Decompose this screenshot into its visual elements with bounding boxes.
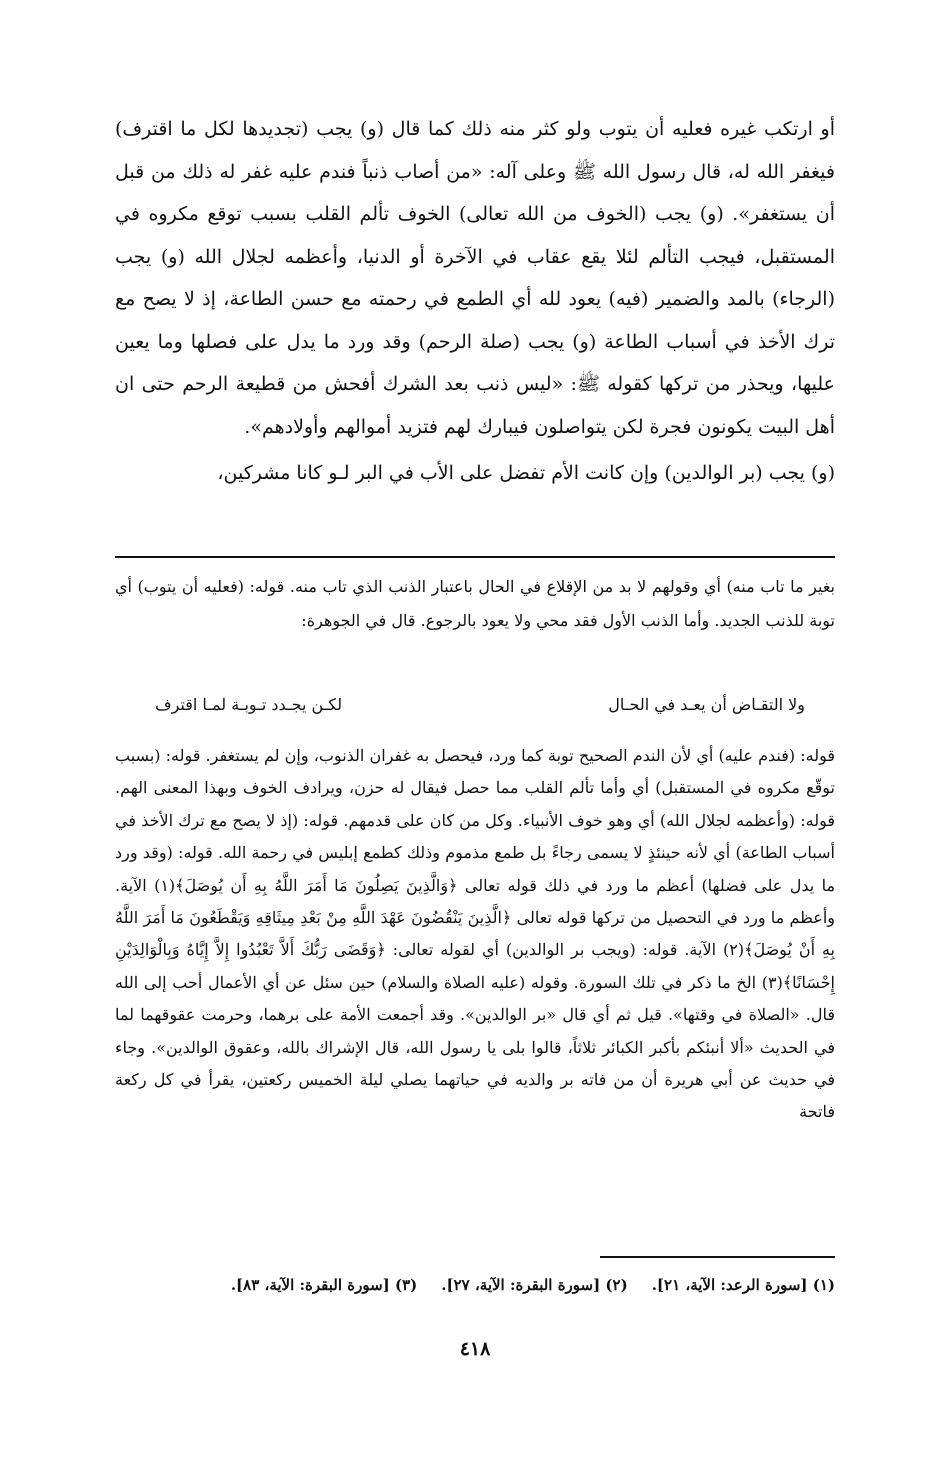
commentary-block-1: [115, 570, 835, 638]
reference-1: (١) [سورة الرعد: الآية، ٢١].: [651, 1276, 835, 1294]
quran-references: [115, 1270, 835, 1300]
footnote-divider: [115, 556, 835, 558]
verse-first-hemistich: ولا التقـاض أن يعـد في الحـال: [608, 695, 805, 714]
main-paragraph-1: أو ارتكب غيره فعليه أن يتوب ولو كثر منه ذلك كما قال (و) يجب (تجديدها لكل ما اقترف) فيغفر الله له، قال رسول الله ﷺ وعلى آله: «من أصاب ذنباً فندم عليه غفر له ذلك من قبل أن يستغفر». (و) يجب (الخوف من الله تعالى) الخوف تألم القلب بسبب توقع مكروه في المستقبل، فيجب التألم لئلا يقع عقاب في الآخرة أو الدنيا، وأعظمه لجلال الله (و) يجب (الرجاء) بالمد والضمير (فيه) يعود لله أي الطمع في رحمته مع حسن الطاعة، إذ لا يصح مع ترك الأخذ في أسباب الطاعة (و) يجب (صلة الرحم) وقد ورد ما يدل على فصلها وما يعين عليها، ويحذر من تركها كقوله ﷺ: «ليس ذنب بعد الشرك أفحش من قطيعة الرحم حتى ان أهل البيت يكونون فجرة لكن يتواصلون فيبارك لهم فتزيد أموالهم وأولادهم».: [115, 118, 835, 438]
reference-2: (٢) [سورة البقرة: الآية، ٢٧].: [441, 1276, 628, 1294]
page-number: ٤١٨: [459, 1338, 491, 1360]
reference-3: (٣) [سورة البقرة: الآية، ٨٣].: [230, 1276, 418, 1294]
main-text: [115, 108, 835, 495]
verse-second-hemistich: لكـن يجـدد تـوبـة لمـا اقترف: [155, 695, 343, 714]
commentary-paragraph-1: بغير ما تاب منه) أي وقولهم لا بد من الإقلاع في الحال باعتبار الذنب الذي تاب منه. قوله: (فعليه أن يتوب) أي توبة للذنب الجديد. وأما الذنب الأول فقد محي ولا يعود بالرجوع. قال في الجوهرة:: [115, 577, 835, 630]
main-paragraph-2: (و) يجب (بر الوالدين) وإن كانت الأم تفضل على الأب في البر لـو كانا مشركين،: [217, 462, 835, 484]
references-divider: [600, 1256, 835, 1258]
commentary-block-2: [115, 740, 835, 1129]
poetry-verse: [155, 690, 805, 720]
commentary-paragraph-2: قوله: (فندم عليه) أي لأن الندم الصحيح توبة كما ورد، فيحصل به غفران الذنوب، وإن لم يستغفر. قوله: (بسبب توقّع مكروه في المستقبل) أي وأما تألم القلب مما حصل فيقال له حزن، ويرادف الخوف وبهذا المعنى الهم. قوله: (وأعظمه لجلال الله) أي وهو خوف الأنبياء. وكل من كان على قدمهم. قوله: (إذ لا يصح مع ترك الأخذ في أسباب الطاعة) أي لأنه حينئذٍ لا يسمى رجاءً بل طمع مذموم وذلك كطمع إبليس في رحمة الله. قوله: (وقد ورد ما يدل على فضلها) أعظم ما ورد في ذلك قوله تعالى ﴿وَالَّذِينَ يَصِلُونَ مَا أَمَرَ اللَّهُ بِهِ أَن يُوصَلَ﴾(١) الآية. وأعظم ما ورد في التحصيل من تركها قوله تعالى ﴿الَّذِينَ يَنْقُضُونَ عَهْدَ اللَّهِ مِنْ بَعْدِ مِيثَاقِهِ وَيَقْطَعُونَ مَا أَمَرَ اللَّهُ بِهِ أَنْ يُوصَلَ﴾(٢) الآية. قوله: (ويجب بر الوالدين) أي لقوله تعالى: ﴿وَقَضَى رَبُّكَ أَلاَّ تَعْبُدُوا إِلاَّ إِيَّاهُ وَبِالْوَالِدَيْنِ إِحْسَانًا﴾(٣) الخ ما ذكر في تلك السورة. وقوله (عليه الصلاة والسلام) حين سئل عن أي الأعمال أحب إلى الله قال. «الصلاة في وقتها». قيل ثم أي قال «بر الوالدين». وقد أجمعت الأمة على برهما، وحرمت عقوقهما لما في الحديث «ألا أنبئكم بأكبر الكبائر ثلاثاً، قالوا بلى يا رسول الله، قال الإشراك بالله، وعقوق الوالدين». وجاء في حديث عن أبي هريرة أن من فاته بر والديه في حياتهما يصلي ليلة الخميس ركعتين، يقرأ في كل ركعة فاتحة: [115, 746, 836, 1122]
